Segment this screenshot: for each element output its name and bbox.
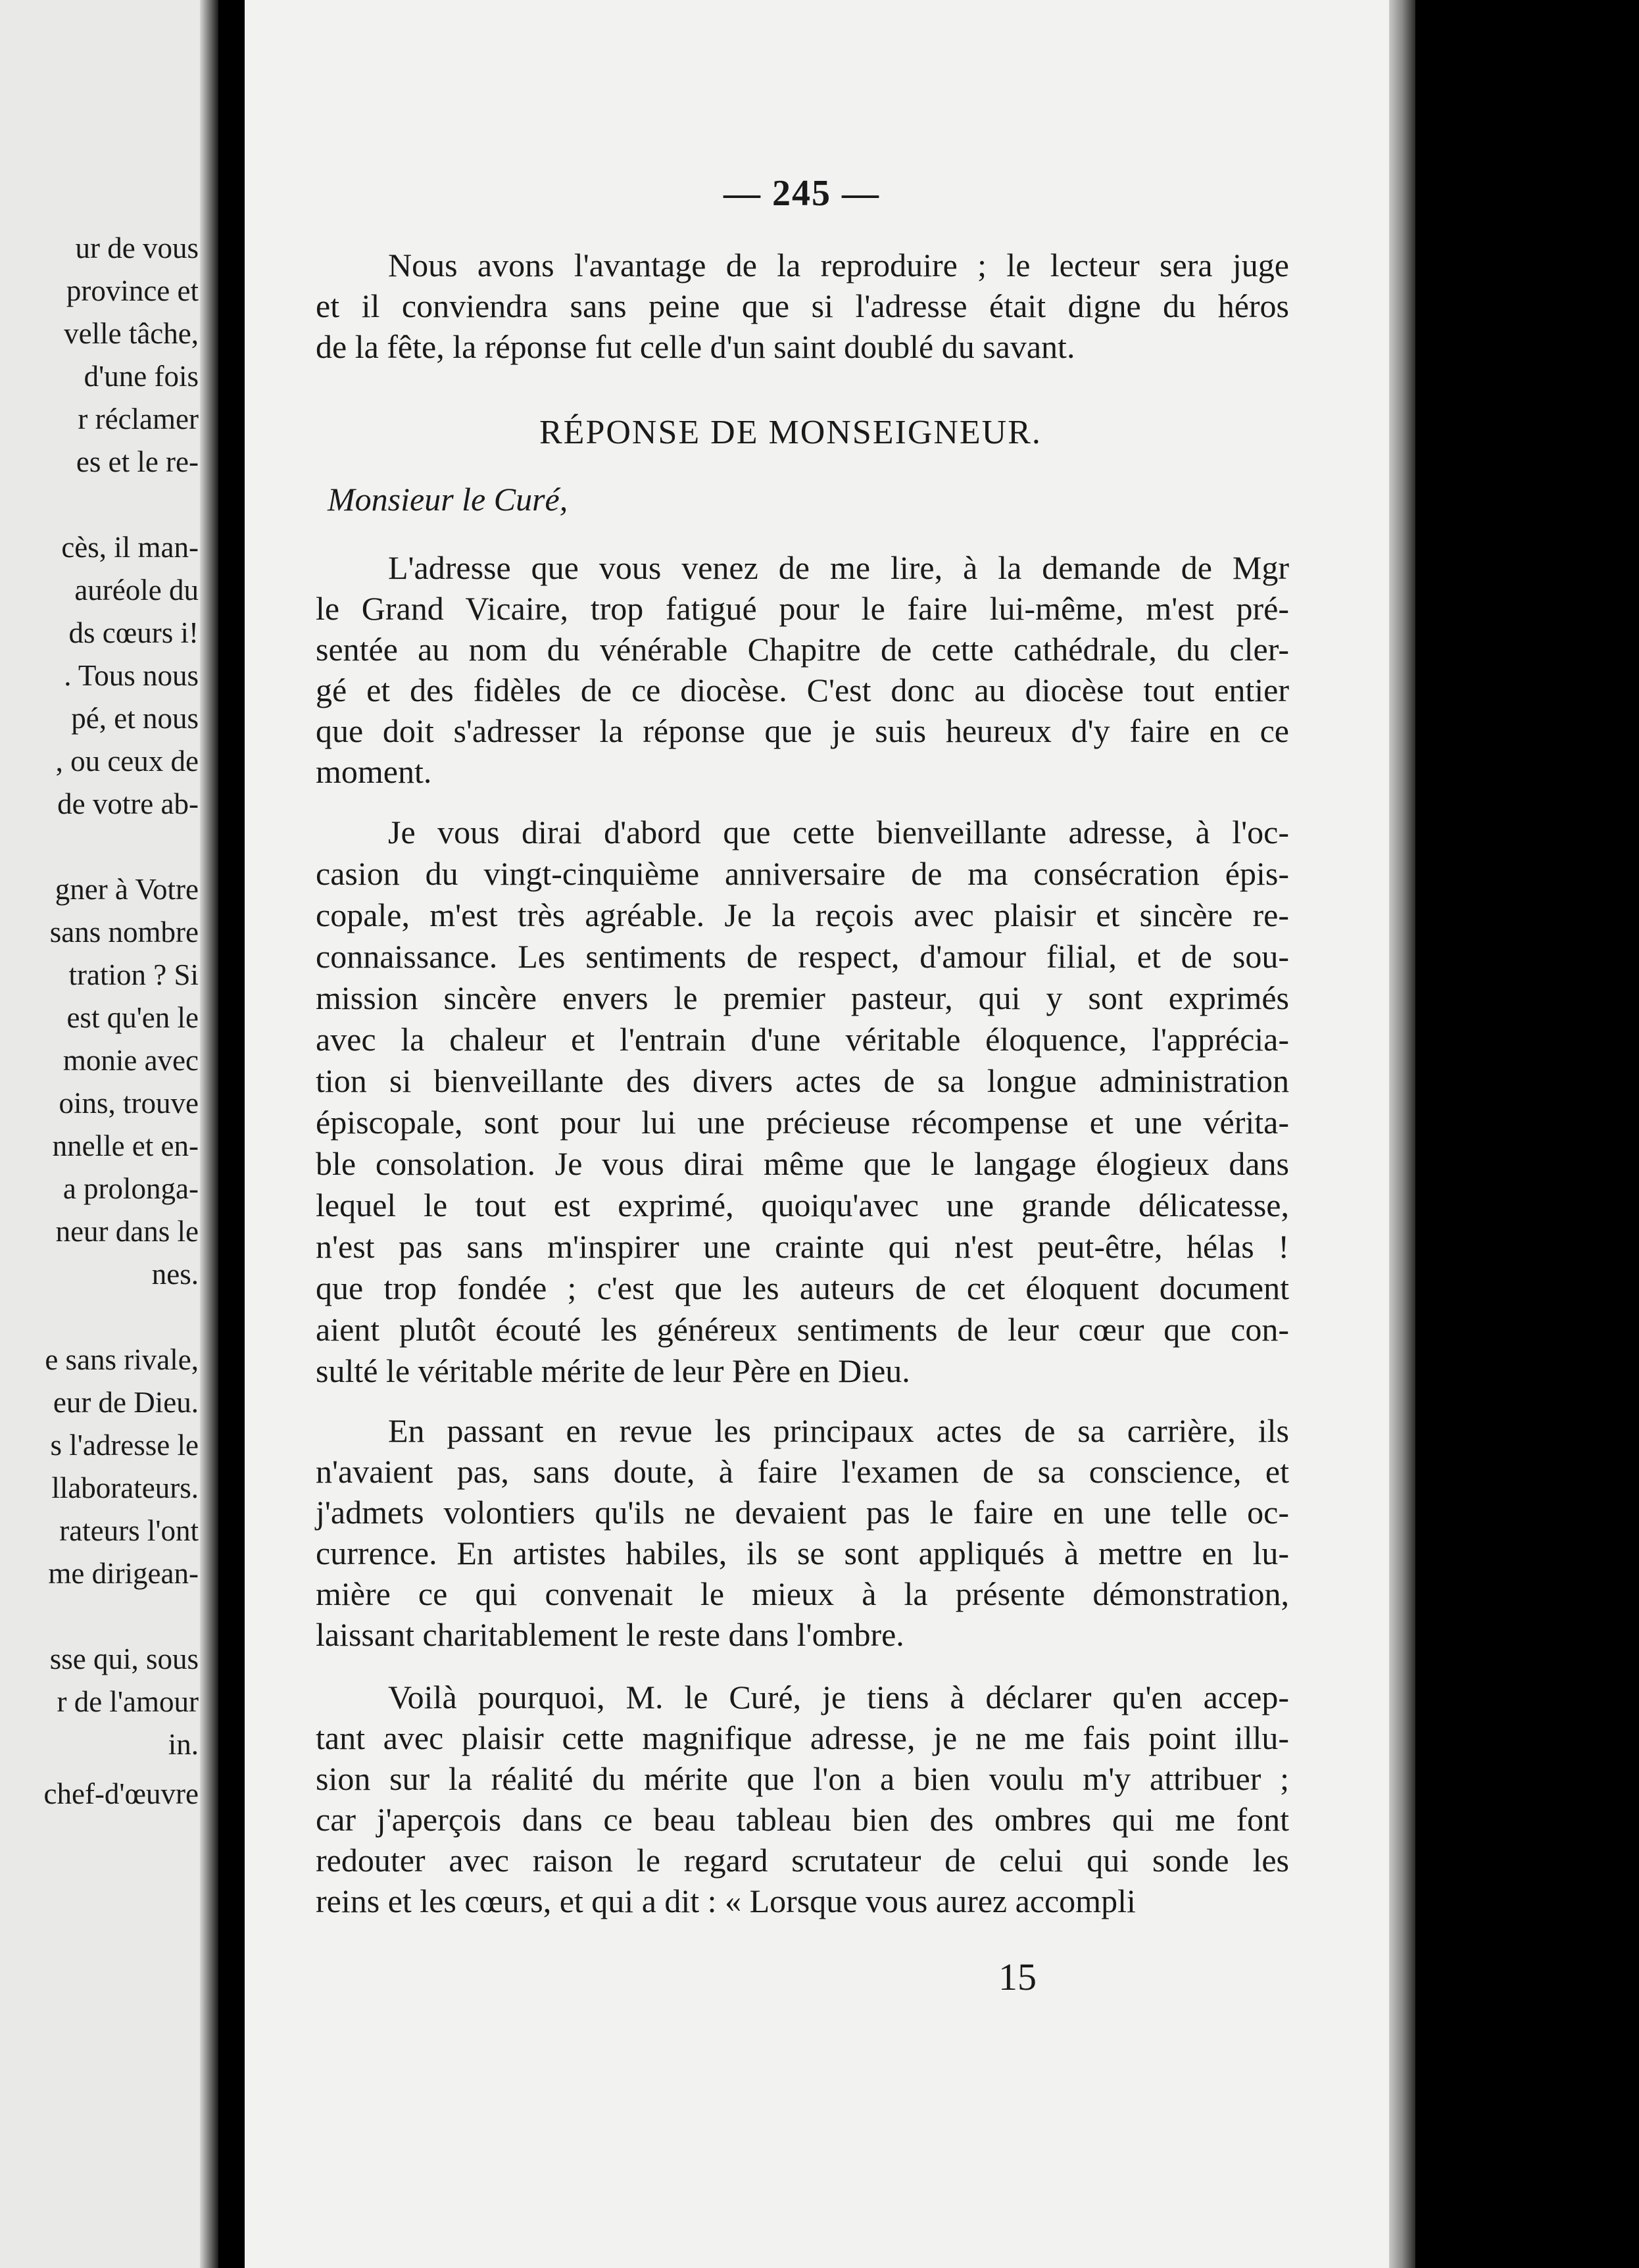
paragraph4-line: Voilà pourquoi, M. le Curé, je tiens à déclarer qu'en accep- [388,1679,1289,1715]
signature-mark: 15 [998,1956,1037,1998]
paragraph2-line: casion du vingt-cinquième anniversaire de ma consécration épis- [316,855,1289,892]
previous-page-line: a prolonga- [62,1172,199,1205]
previous-page-line: ds cœurs i! [68,616,199,649]
paragraph2-line: mission sincère envers le premier pasteur, qui y sont exprimés [316,979,1289,1016]
paragraph2-line: aient plutôt écouté les généreux sentiments de leur cœur que con- [316,1311,1289,1348]
paragraph4-line: redouter avec raison le regard scrutateur de celui qui sonde les [316,1842,1289,1879]
previous-page-line: . Tous nous [64,659,199,692]
intro-lines-line: et il conviendra sans peine que si l'adresse était digne du héros [316,287,1289,324]
previous-page-line: gner à Votre [55,873,199,906]
paragraph3-line: laissant charitablement le reste dans l'ombre. [316,1616,904,1653]
intro-lines-line: Nous avons l'avantage de la reproduire ; le lecteur sera juge [388,247,1289,284]
previous-page-line: est qu'en le [66,1001,199,1034]
previous-page-line: , ou ceux de [55,745,199,777]
previous-page-line: r réclamer [78,403,199,435]
intro-lines-line: de la fête, la réponse fut celle d'un saint doublé du savant. [316,328,1075,365]
previous-page-line: eur de Dieu. [53,1386,199,1419]
paragraph2-line: avec la chaleur et l'entrain d'une véritable éloquence, l'apprécia- [316,1021,1289,1058]
previous-page-line: s l'adresse le [50,1429,199,1462]
previous-page-line: rateurs l'ont [59,1514,199,1547]
previous-page-line: auréole du [74,574,199,606]
paragraph3-line: En passant en revue les principaux actes de sa carrière, ils [388,1412,1289,1449]
paragraph2-line: connaissance. Les sentiments de respect, d'amour filial, et de sou- [316,938,1289,975]
previous-page-line: monie avec [62,1044,199,1077]
paragraph2-line: Je vous dirai d'abord que cette bienveillante adresse, à l'oc- [388,814,1289,851]
paragraph1-line: que doit s'adresser la réponse que je suis heureux d'y faire en ce [316,712,1289,749]
previous-page-line: ur de vous [75,232,199,264]
previous-page-line: pé, et nous [71,702,199,735]
page-edge [1389,0,1639,2268]
paragraph2-line: lequel le tout est exprimé, quoiqu'avec une grande délicatesse, [316,1187,1289,1223]
previous-page-line: sse qui, sous [49,1642,199,1675]
paragraph3-line: mière ce qui convenait le mieux à la présente démonstration, [316,1575,1289,1612]
paragraph4-line: tant avec plaisir cette magnifique adresse, je ne me fais point illu- [316,1719,1289,1756]
previous-page-line: es et le re- [76,445,199,478]
paragraph1-line: le Grand Vicaire, trop fatigué pour le faire lui-même, m'est pré- [316,590,1289,627]
previous-page-line: d'une fois [84,360,199,393]
paragraph3-line: j'admets volontiers qu'ils ne devaient pas le faire en une telle oc- [316,1494,1289,1531]
previous-page-line: e sans rivale, [45,1343,199,1376]
paragraph1-line: L'adresse que vous venez de me lire, à la demande de Mgr [388,549,1289,586]
paragraph2-line: que trop fondée ; c'est que les auteurs de cet éloquent document [316,1270,1289,1306]
paragraph2-line: épiscopale, sont pour lui une précieuse récompense et une vérita- [316,1104,1289,1141]
paragraph4-line: car j'aperçois dans ce beau tableau bien des ombres qui me font [316,1801,1289,1838]
previous-page-line: oins, trouve [59,1087,199,1120]
previous-page-line: de votre ab- [57,787,199,820]
paragraph4-line: sion sur la réalité du mérite que l'on a bien voulu m'y attribuer ; [316,1760,1289,1797]
previous-page-line: sans nombre [49,916,199,949]
previous-page-line: nnelle et en- [52,1129,199,1162]
previous-page [0,0,218,2268]
paragraph1-line: sentée au nom du vénérable Chapitre de cette cathédrale, du cler- [316,631,1289,668]
previous-page-line: cès, il man- [61,531,199,564]
paragraph2-line: tion si bienveillante des divers actes de sa longue administration [316,1062,1289,1099]
paragraph2-line: n'est pas sans m'inspirer une crainte qui n'est peut-être, hélas ! [316,1228,1289,1265]
previous-page-line: chef-d'œuvre [43,1777,199,1810]
paragraph3-line: n'avaient pas, sans doute, à faire l'examen de sa conscience, et [316,1453,1289,1490]
paragraph1-line: moment. [316,753,432,790]
previous-page-line: llaborateurs. [51,1471,199,1504]
previous-page-line: r de l'amour [57,1685,199,1718]
previous-page-line: nes. [151,1258,199,1291]
previous-page-line: tration ? Si [68,958,199,991]
previous-page-line: me dirigean- [48,1557,199,1590]
paragraph2-line: copale, m'est très agréable. Je la reçois avec plaisir et sincère re- [316,897,1289,933]
section-heading: RÉPONSE DE MONSEIGNEUR. [539,414,1042,451]
previous-page-line: velle tâche, [64,317,199,350]
paragraph2-line: sulté le véritable mérite de leur Père en Dieu. [316,1352,910,1389]
paragraph3-line: currence. En artistes habiles, ils se sont appliqués à mettre en lu- [316,1535,1289,1571]
paragraph2-line: ble consolation. Je vous dirai même que le langage élogieux dans [316,1145,1289,1182]
previous-page-line: in. [168,1728,199,1761]
previous-page-line: neur dans le [55,1215,199,1248]
paragraph1-line: gé et des fidèles de ce diocèse. C'est donc au diocèse tout entier [316,672,1289,708]
paragraph4-line: reins et les cœurs, et qui a dit : « Lorsque vous aurez accompli [316,1883,1136,1919]
page-number: — 245 — [723,173,880,214]
salutation: Monsieur le Curé, [328,481,568,518]
previous-page-line: province et [66,274,199,307]
